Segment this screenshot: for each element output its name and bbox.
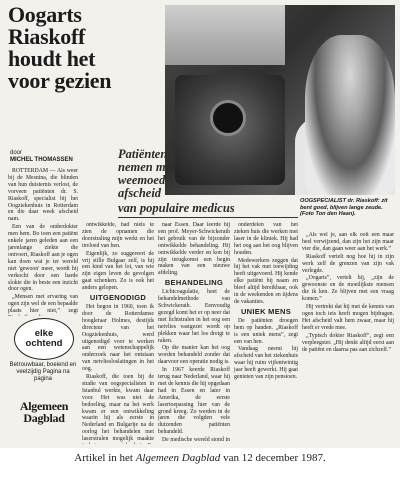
paragraph: Vandaag neemt hij afscheid van het ziekenhuis waar hij ruim vijfentwintig jaar heeft gewerkt. Hij gaat genieten van zijn pensioen.: [234, 346, 298, 381]
caption-paper: Algemeen Dagblad: [135, 452, 221, 464]
caption-prefix: Artikel in het: [74, 452, 136, 464]
photo-person: [305, 35, 395, 195]
masthead-line: Dagblad: [23, 411, 65, 425]
paragraph: ROTTERDAM — Als weer bij de Mesnina, die blinden van hun duisternis verlost, de vorveen patiënten dr. S. Riaskoff, specialist bij het Oogziekenhuis in Rotterdam en die daar week afscheid nam.: [8, 168, 78, 223]
paragraph: Op die manier kan het oog worden behandeld zonder dat daarvoor een operatie nodig is.: [158, 345, 230, 366]
deck-last-line: van populaire medicus: [118, 201, 235, 215]
paragraph: naar Essen. Daar leerde hij een prof. Meyer-Schwickerath het gebruik van de bijzonder ontwikkelde behandeling. Hij ontwikkelde verder en kon bij zijn terugkomst een begin maken van een nieuwe afdeling.: [158, 222, 230, 277]
deck-line: Patiënten: [118, 147, 168, 161]
paragraph: De medische wereld stond in: [162, 437, 230, 444]
paragraph: Een van de onderdokter men hem. Bo toen een patiënt enkele jaren geleden aan een jarenlange ziekte die ontvoert, Riaskoff aan je ogen kan doen wat je ter wereld niet 'gewoon' meer, wordt hij verkocht door een harde slokte die in beste een inzicht door ogen.: [8, 224, 78, 293]
column-1: [8, 168, 78, 316]
masthead-logo: [8, 400, 80, 424]
column-3: [158, 222, 230, 444]
column-4: [234, 222, 298, 444]
paragraph: Eigenlijk, zo suggereert de vrij stille Bulgaar zelf, is hij een kind van het lot, van wie zijn eigen leven de gevolgen gaat schenken. Zo is ook het anders gelopen.: [82, 250, 154, 292]
deck-line: nemen met: [118, 160, 175, 174]
paragraph: Medewerkers zeggen dat hij het vak met toewijding heeft uitgevoerd. Hij kende elke patiënt bij naam en bleef altijd bereikbaar, ook in de weekenden en tijdens de vakanties.: [234, 257, 298, 305]
deck-line: weemoed: [118, 173, 166, 187]
paragraph: Hij vertrekt dat hij met de kennis van ogen toch iets heeft mogen bijdragen. Het afscheid valt hem zwaar, maar hij heeft er vrede mee.: [302, 304, 394, 331]
headline-line: Oogarts: [8, 2, 82, 27]
paragraph: Riaskoff, die toen bij de studie van oogspecialisten in Istanbul werkte, kwam daar voor. Het was niet de bedoeling, maar na het werk kwam er een ontwikkeling waarin hij als eerste in Nederland en Bulgarije na de oorlog het behandelen met laserstralen mogelijk maakte: [82, 374, 154, 443]
headline-line: houdt het: [8, 46, 96, 71]
paragraph: onderdelen van het zieken huis die werken met laser in de kliniek. Hij had het oog aan het oog blijven houden.: [234, 222, 298, 256]
headline-line: voor gezien: [8, 68, 112, 93]
paragraph: „Als wel je, aan elk ooit een maar heel verwijzend, dan zijn het zijn maar vier die, dan gaan weer aan het werk.”: [302, 232, 394, 252]
photo-window: [165, 5, 285, 65]
paragraph: ontwikkelde, had niets te zien de opnamen die doorstraling mijn werkt en het invloed van hen.: [82, 222, 154, 249]
deck: [118, 148, 210, 200]
paragraph: „Oogarts”, vertelt hij, „zijn de gewoonste en de moeilijkste mensen die ik ken. Ze blijven met een vraag komen.”: [302, 275, 394, 303]
masthead-line: Algemeen: [19, 399, 69, 413]
clipping-caption: [0, 452, 400, 464]
byline-author: MICHEL THOMASSEN: [10, 157, 73, 163]
headline: [8, 4, 158, 92]
subheading: UNIEK MENS: [240, 306, 292, 316]
paragraph: De patiënten droegen hem op handen. „Riaskoff is een uniek mens”, zegt een van hen.: [234, 317, 298, 345]
deck-line: afscheid: [118, 186, 162, 200]
photo-caption: OOGSPECIALIST dr. Riaskoff: zit bent goed, blijven lange zeude. (Foto Ton den Haan).: [300, 198, 388, 218]
paragraph: Het begon in 1960, toen ik door de Rotterdamse hoogleraar Holmes, destijds directeur van het Oogziekenhuis, werd uitgenodigd voor te werken aan een wetenschappelijk onderzoek naar het ontstaan van netvliesloslatingen in het oog.: [82, 303, 154, 373]
subheading: UITGENODIGD: [89, 293, 147, 303]
paragraph: In 1967 keerde Riaskoff terug naar Nederland, waar hij met de kennis die hij opgedaan had in Essen en later in Amerika, de eerste lasertoepassing hier van de grond kreeg. Zo werden in de jaren die volgden vele duizenden patiënten behandeld.: [158, 367, 230, 436]
deck-rule: [118, 217, 298, 218]
paragraph: Lichtcoagulatie, heet de behandelmethode van Schwickerath. Eenvoudig gezegd komt het er op neer dat met lichtstralen in het oog een netvlies vastgezet wordt op plekken waar het los dreigt te raken.: [158, 289, 230, 344]
byline-prefix: door: [10, 150, 23, 156]
paragraph: Riaskoff vertelt nog hoe hij in zijn werk zelf de grenzen van zijn vak verlegde.: [302, 253, 394, 274]
photo-lens: [210, 100, 246, 136]
paragraph: „Typisch dokter Riaskoff”, zegt een verpleegster. „Hij denkt altijd eerst aan de patiënt en daarna pas aan zichzelf.”: [302, 332, 394, 353]
promo-badge: [14, 318, 74, 360]
paragraph: „Mensen met ervaring van ogen zijn wel de een bepaalde plaats hier niet,” zegt: [8, 294, 78, 315]
badge-line: ochtend: [25, 338, 63, 349]
column-2: [82, 222, 154, 444]
subheading: BEHANDELING: [164, 278, 224, 288]
badge-line: elke: [34, 328, 54, 339]
caption-suffix: van 12 december 1987.: [220, 452, 326, 464]
column-5: [302, 232, 394, 444]
byline: [10, 150, 110, 164]
headline-line: Riaskoff: [8, 24, 86, 49]
badge-subtext: Betrouwbaar, boeiend en veelzijdig Pagina na pagina: [9, 362, 77, 382]
